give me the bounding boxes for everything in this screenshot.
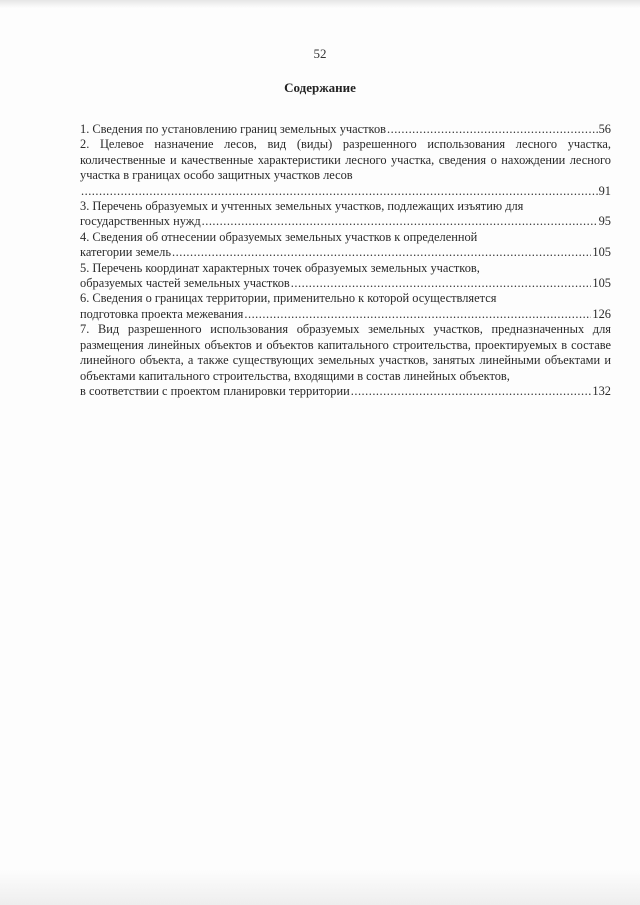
dot-leader (202, 214, 598, 229)
dot-leader (387, 122, 598, 137)
table-of-contents (80, 122, 611, 399)
toc-entry-text: 6. Сведения о границах территории, применительно к которой осуществляется (80, 291, 497, 306)
toc-page-number: 126 (592, 306, 611, 321)
toc-entry-text: 7. Вид разрешенного использования образуемых земельных участков, предназначенных для размещения линейных объектов и объектов капитального строительства, проектируемых в составе линейного объекта, а также существующих земельных участков, занятых линейными объектами и объектами капитального строительства, входящими в состав линейных объектов, (80, 322, 611, 383)
toc-entry-4[interactable] (80, 230, 611, 261)
toc-entry-text: 5. Перечень координат характерных точек образуемых земельных участков, (80, 260, 480, 275)
toc-leader-line (80, 307, 611, 322)
toc-entry-6[interactable] (80, 291, 611, 322)
page-number: 52 (313, 46, 327, 61)
toc-leader-line (80, 122, 611, 137)
toc-entry-2[interactable] (80, 137, 611, 199)
toc-page-number: 91 (598, 183, 611, 198)
toc-entry-text: 1. Сведения по установлению границ земельных участков (80, 122, 386, 136)
dot-leader (244, 307, 591, 322)
toc-page-number: 56 (598, 122, 611, 136)
toc-leader-line (80, 214, 611, 229)
toc-entry-text-end: категории земель (80, 245, 172, 260)
dot-leader (81, 184, 598, 199)
scan-edge-top (0, 0, 640, 8)
dot-leader (291, 276, 592, 291)
toc-entry-text: 4. Сведения об отнесении образуемых земельных участков к определенной (80, 229, 478, 244)
toc-entry-3[interactable] (80, 199, 611, 230)
toc-leader-line (80, 184, 611, 199)
page-title: Содержание (284, 80, 356, 95)
dot-leader (172, 245, 591, 260)
toc-leader-line (80, 245, 611, 260)
toc-page-number: 105 (592, 245, 611, 260)
toc-entry-text: 2. Целевое назначение лесов, вид (виды) разрешенного использования лесного участка, количественные и качественные характеристики лесного участка, сведения о нахождении лесного участка в границах особо защитных участков лесов (80, 137, 611, 183)
scan-edge-bottom (0, 870, 640, 905)
toc-entry-7[interactable] (80, 322, 611, 399)
toc-entry-text-end: государственных нужд (80, 214, 201, 229)
toc-entry-text-end: образуемых частей земельных участков (80, 276, 290, 291)
toc-entry-text-end: подготовка проекта межевания (80, 306, 244, 321)
toc-entry-5[interactable] (80, 261, 611, 292)
dot-leader (351, 384, 592, 399)
toc-entry-1[interactable] (80, 122, 611, 137)
toc-page-number: 95 (598, 214, 611, 229)
toc-leader-line (80, 276, 611, 291)
toc-leader-line (80, 384, 611, 399)
toc-page-number: 105 (592, 276, 611, 291)
toc-entry-text: 3. Перечень образуемых и учтенных земельных участков, подлежащих изъятию для (80, 199, 524, 214)
toc-page-number: 132 (592, 383, 611, 398)
toc-entry-text-end: в соответствии с проектом планировки территории (80, 383, 350, 398)
